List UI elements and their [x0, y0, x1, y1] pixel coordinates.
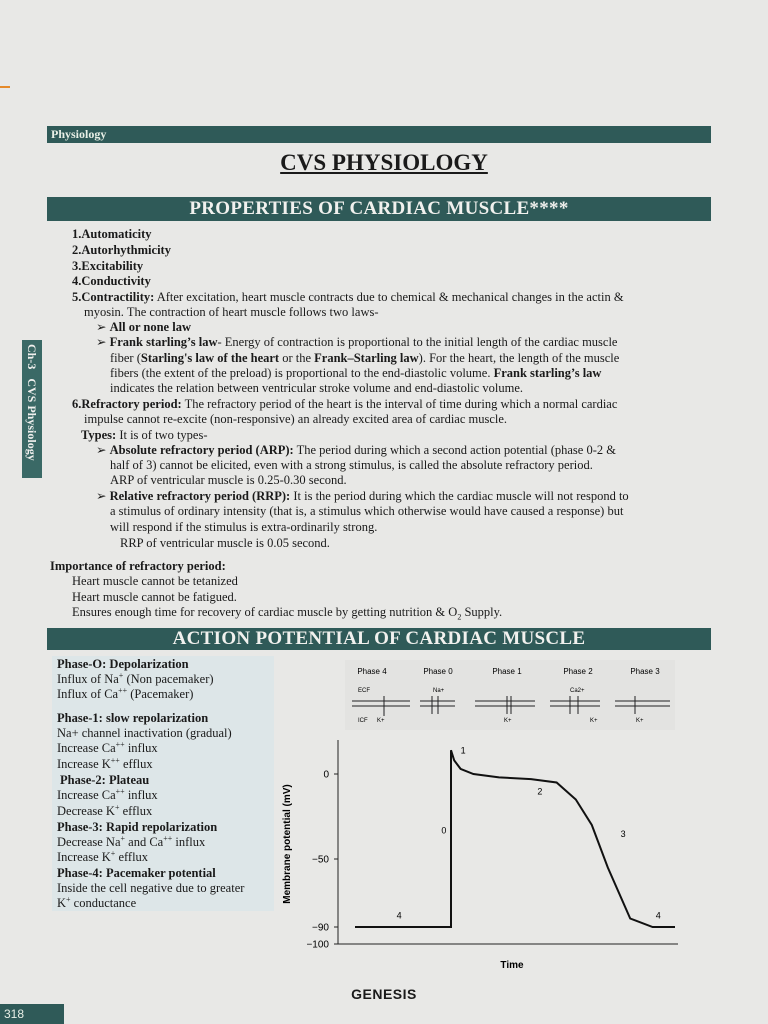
strip-phase-label: Phase 2	[563, 667, 593, 676]
phase-label: 4	[396, 910, 402, 921]
list-item: 2.Autorhythmicity	[72, 243, 171, 257]
strip-top-label: Na+	[433, 688, 445, 694]
strip-top-label: Ca2+	[570, 688, 585, 694]
y-axis-label: Membrane potential (mV)	[282, 784, 293, 904]
phase4-title: Phase-4: Pacemaker potential	[57, 866, 216, 880]
rrp-line-1: ➢ Relative refractory period (RRP): It is the period during which the cardiac muscle will not respond to	[96, 489, 629, 503]
rrp-line-2: a stimulus of ordinary intensity (that is, a stimulus which otherwise would have caused a response) but	[110, 504, 624, 518]
chapter-number: Ch-3	[25, 344, 39, 370]
chapter-side-tab	[22, 340, 42, 478]
phase1-line: Increase Ca++ influx	[57, 739, 158, 755]
strip-top-label: ECF	[358, 688, 370, 694]
section-label: Physiology	[51, 127, 107, 141]
chapter-tab-label	[24, 344, 39, 461]
arp-line-1: ➢ Absolute refractory period (ARP): The period during which a second action potential (phase 0-2 &	[96, 443, 616, 457]
law-frank-starling-2: fiber (Starling's law of the heart or the Frank–Starling law). For the heart, the length of the muscle	[110, 351, 620, 365]
arp-line-2: half of 3) cannot be elicited, even with a strong stimulus, is called the absolute refractory period.	[110, 458, 593, 472]
phase1-line: Na+ channel inactivation (gradual)	[57, 726, 232, 740]
importance-heading: Importance of refractory period:	[50, 559, 226, 573]
list-item: 3.Excitability	[72, 259, 144, 273]
page-title: CVS PHYSIOLOGY	[280, 150, 488, 175]
phase0-line: Influx of Na+ (Non pacemaker)	[57, 670, 214, 686]
law-frank-starling-1: ➢ Frank starling’s law- Energy of contraction is proportional to the initial length of the cardiac muscle	[96, 335, 618, 349]
phase3-line: Increase K+ efflux	[57, 848, 149, 864]
phase-label: 3	[620, 828, 626, 839]
phase3-line: Decrease Na+ and Ca++ influx	[57, 833, 206, 849]
strip-phase-label: Phase 1	[492, 667, 522, 676]
list-item: 4.Conductivity	[72, 274, 151, 288]
phase0-line: Influx of Ca++ (Pacemaker)	[57, 685, 194, 701]
phase2-title: Phase-2: Plateau	[60, 773, 150, 787]
action-potential-chart	[280, 656, 700, 976]
page-number-box	[0, 1004, 64, 1024]
strip-bottom-label: ICF	[358, 718, 368, 724]
brand-logo: GENESIS	[351, 986, 417, 1002]
strip-phase-label: Phase 0	[423, 667, 453, 676]
refractory-line-1: 6.Refractory period: The refractory period of the heart is the interval of time during which a normal cardiac	[72, 397, 618, 411]
strip-bottom-label: K+	[377, 718, 385, 724]
phase0-title: Phase-O: Depolarization	[57, 657, 189, 671]
strip-bottom-label: K+	[504, 718, 512, 724]
law-frank-starling-3: fibers (the extent of the preload) is proportional to the end-diastolic volume. Frank starling’s law	[110, 366, 602, 380]
x-axis-label: Time	[500, 960, 524, 971]
action-potential-line	[355, 750, 675, 927]
y-tick-label: 0	[323, 769, 329, 781]
importance-item: Heart muscle cannot be tetanized	[72, 574, 238, 588]
rrp-line-4: RRP of ventricular muscle is 0.05 second.	[120, 536, 330, 550]
phase-label: 0	[441, 825, 447, 836]
rrp-line-3: will respond if the stimulus is extra-ordinarily strong.	[110, 520, 378, 534]
law-frank-starling-4: indicates the relation between ventricular stroke volume and end-diastolic volume.	[110, 381, 524, 395]
phase4-line: Inside the cell negative due to greater	[57, 881, 245, 895]
phase2-line: Increase Ca++ influx	[57, 786, 158, 802]
section-header-bar	[47, 126, 711, 143]
list-item: 1.Automaticity	[72, 227, 152, 241]
refractory-types: Types: It is of two types-	[81, 428, 208, 442]
strip-bottom-label: K+	[590, 718, 598, 724]
y-tick-label: −100	[306, 939, 329, 951]
strip-phase-label: Phase 3	[630, 667, 660, 676]
importance-item: Ensures enough time for recovery of cardiac muscle by getting nutrition & $O_2$ Supply.	[72, 605, 503, 622]
phase1-title: Phase-1: slow repolarization	[57, 711, 209, 725]
y-tick-label: −50	[312, 854, 329, 866]
refractory-line-2: impulse cannot re-excite (non-responsive) an already excited area of cardiac muscle.	[84, 412, 508, 426]
phase1-line: Increase K++ efflux	[57, 755, 153, 771]
arp-line-3: ARP of ventricular muscle is 0.25-0.30 second.	[110, 473, 347, 487]
strip-phase-label: Phase 4	[357, 667, 387, 676]
action-potential-heading: ACTION POTENTIAL OF CARDIAC MUSCLE	[47, 628, 711, 650]
phase3-title: Phase-3: Rapid repolarization	[57, 820, 218, 834]
margin-mark	[0, 86, 10, 88]
phase-label: 1	[460, 745, 466, 756]
phase-label: 2	[537, 786, 543, 797]
strip-bottom-label: K+	[636, 718, 644, 724]
contractility-line-2: myosin. The contraction of heart muscle follows two laws-	[84, 305, 379, 319]
phase-label: 4	[655, 910, 661, 921]
properties-heading: PROPERTIES OF CARDIAC MUSCLE****	[47, 197, 711, 221]
phase4-line: K+ conductance	[57, 894, 137, 910]
importance-item: Heart muscle cannot be fatigued.	[72, 590, 237, 604]
law-all-or-none: ➢ All or none law	[96, 320, 191, 334]
contractility-line-1: 5.Contractility: After excitation, heart muscle contracts due to chemical & mechanical changes in the actin &	[72, 290, 624, 304]
page-number: 318	[4, 1007, 25, 1021]
y-tick-label: −90	[312, 922, 329, 934]
phase2-line: Decrease K+ efflux	[57, 802, 153, 818]
chapter-title: CVS Physiology	[25, 378, 39, 461]
